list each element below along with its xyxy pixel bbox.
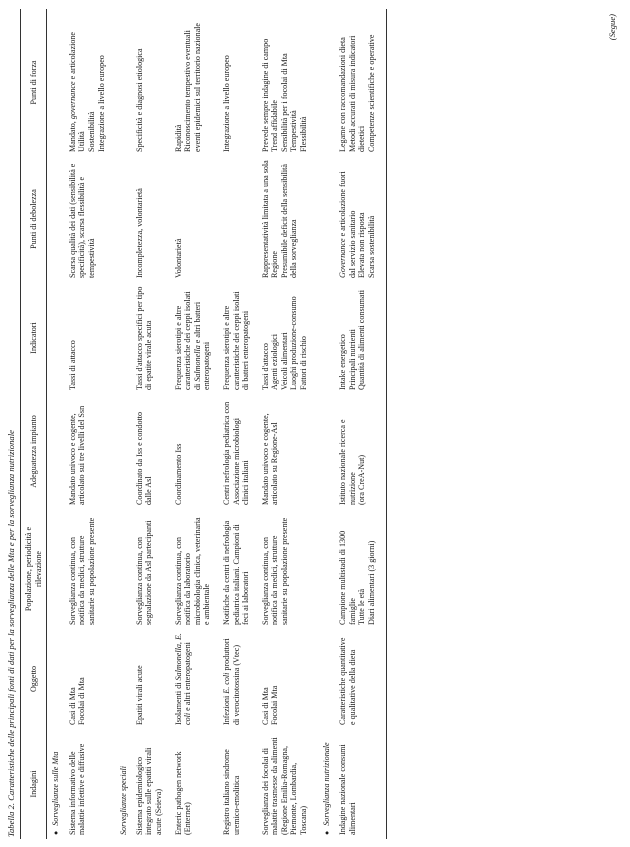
cell-debolezza: Incompletezza, volontarietà bbox=[134, 188, 144, 278]
table-caption: Tabella 2. Caratteristiche delle principali fonti di dati per la sorveglianza delle Mta e per la sorveglianza nutrizionale bbox=[6, 430, 16, 837]
cell-forza: Prevede sempre indagine di campo Trend affidabile Sensibilità per i focolai di Mta Tempestività Flessibilità bbox=[260, 38, 309, 152]
header-indicatori: Indicatori bbox=[28, 322, 38, 354]
header-row bbox=[21, 9, 47, 839]
cell-oggetto: Isolamenti di Salmonella, E. coli e altri enteropatogeni bbox=[173, 633, 193, 725]
table-row bbox=[134, 9, 173, 839]
cell-forza: Rapidità Riconoscimento tempestivo eventuali eventi epidemici sul territorio nazionale bbox=[173, 22, 202, 152]
header-debolezza: Punti di debolezza bbox=[28, 189, 38, 249]
header-forza: Punti di forza bbox=[28, 60, 38, 105]
header-popolazione: Popolazione, periodicità e rilevazione bbox=[24, 526, 43, 612]
cell-adeguatezza: Coordinamento Iss bbox=[173, 443, 183, 505]
cell-indagini: Sistema informativo delle malattie infettive e diffusive bbox=[67, 743, 87, 835]
section-title: Sorveglianze speciali bbox=[119, 765, 129, 835]
cell-adeguatezza: Coordinato da Iss e condotto dalle Asl bbox=[134, 411, 154, 505]
bullet-icon: ● bbox=[52, 830, 61, 835]
cell-debolezza bbox=[221, 156, 260, 282]
section-row bbox=[115, 9, 134, 839]
cell-oggetto: Infezioni E. coli produttori di verocitotossina (Vtec) bbox=[221, 638, 241, 725]
cell-indicatori: Frequenza sierotipi e altre caratteristiche dei ceppi isolati di batteri enteropatogeni bbox=[221, 291, 251, 390]
cell-indagini: Sistema epidemiologico integrato sulle epatiti virali acute (Seieva) bbox=[134, 747, 163, 835]
header-oggetto: Oggetto bbox=[28, 665, 38, 693]
cell-oggetto: Caratteristiche quantitative e qualitative della dieta bbox=[338, 637, 357, 725]
cell-debolezza: Volontarietà bbox=[173, 238, 183, 278]
cell-indicatori: Tassi d'attacco Agenti eziologici Veicoli alimentari Luoghi produzione-consumo Fattori di rischio bbox=[260, 296, 309, 390]
cell-debolezza: Rappresentatività limitata a una sola Regione Presumibile deficit della sensibilità della sorveglianza bbox=[260, 160, 299, 278]
section-title: Sorveglianza nutrizionale bbox=[321, 742, 331, 826]
cell-indicatori: Tassi d'attacco specifici per tipo di epatite virale acuta bbox=[134, 286, 154, 390]
cell-forza: Integrazione a livello europeo bbox=[221, 55, 231, 152]
section-title: Sorveglianze sulle Mta bbox=[51, 751, 61, 826]
table-row bbox=[260, 9, 318, 839]
cell-popolazione: Campione multistadi di 1300 famiglie Tutte le età Diari alimentari (3 giorni) bbox=[338, 530, 377, 625]
table-row bbox=[173, 9, 221, 839]
cell-oggetto: Epatiti virali acute bbox=[134, 665, 144, 725]
cell-indagini: Indagine nazionale consumi alimentari bbox=[338, 744, 357, 835]
cell-indicatori: Frequenza sierotipi e altre caratteristiche dei ceppi isolati di Salmonella e altri batteri enteropatogeni bbox=[173, 291, 212, 390]
cell-indagini: Enteric pathogen network (Enternet) bbox=[173, 751, 193, 835]
cell-indagini: Sorveglianza dei focolai di malattie trasmesse da alimenti (Regione Emilia-Romagna, Piemonte, Lombardia, Toscana) bbox=[260, 737, 309, 835]
cell-debolezza: Governance e articolazione fuori dal servizio sanitario Elevata non risposta Scarsa sostenibilità bbox=[338, 171, 377, 278]
cell-forza: Mandato, governance e articolazione Utilità Sostenibilità Integrazione a livello europeo bbox=[67, 31, 106, 152]
cell-adeguatezza: Mandato univoco e cogente, articolato sui tre livelli del Ssn bbox=[67, 405, 87, 505]
header-adeguatezza: Adeguatezza impianto bbox=[28, 415, 38, 488]
cell-popolazione: Sorveglianza continua, con notifica da medici, strutture sanitarie su popolazione presente bbox=[67, 517, 96, 625]
cell-popolazione: Sorveglianza continua, con segnalazione da Asl partecipanti bbox=[134, 520, 154, 625]
cell-adeguatezza: Centri nefrologia pediatrica con Associazione microbiologi clinici italiani bbox=[221, 401, 251, 505]
header-indagini: Indagini bbox=[28, 770, 38, 798]
cell-debolezza: Scarsa qualità dei dati (sensibilità e specificità), scarsa flessibilità e tempestività bbox=[67, 163, 96, 278]
bullet-icon: ● bbox=[322, 830, 331, 835]
cell-popolazione: Sorveglianza continua, con notifica da medici, strutture sanitarie su popolazione presente bbox=[260, 517, 289, 625]
cell-indicatori: Tassi di attacco bbox=[67, 340, 77, 390]
continued-note: (Segue) bbox=[607, 14, 617, 41]
cell-popolazione: Notifiche da centri di nefrologia pediatrica italiani. Campioni di feci ai laboratori bbox=[221, 520, 251, 625]
cell-oggetto: Casi di Mta Focolai di Mta bbox=[67, 677, 87, 725]
cell-forza: Legame con raccomandazioni dieta Metodi accurati di misura indicatori dietetici Competenze scientifiche e operative bbox=[338, 34, 377, 152]
section-row bbox=[318, 9, 338, 839]
cell-adeguatezza: Istituto nazionale ricerca e nutrizione (ora CreA-Nut) bbox=[338, 419, 367, 505]
cell-indagini: Registro italiano sindrome uremico-emolitica bbox=[221, 749, 241, 835]
cell-adeguatezza: Mandato univoco e cogente, articolato su Regione-Asl bbox=[260, 413, 280, 505]
cell-indicatori: Intake energetico Principali nutrienti Quantità di alimenti consumati bbox=[338, 289, 367, 390]
data-table bbox=[20, 9, 387, 839]
section-row bbox=[47, 9, 67, 839]
cell-popolazione: Sorveglianza continua, con notifica da laboratorio microbiologia clinica, veterinaria e ambientale bbox=[173, 517, 212, 625]
table-row bbox=[67, 9, 115, 839]
table-row bbox=[337, 9, 386, 839]
table-row bbox=[221, 9, 260, 839]
cell-oggetto: Casi di Mta Focolai Mta bbox=[260, 685, 280, 725]
cell-forza: Specificità e diagnosi etiologica bbox=[134, 48, 144, 152]
